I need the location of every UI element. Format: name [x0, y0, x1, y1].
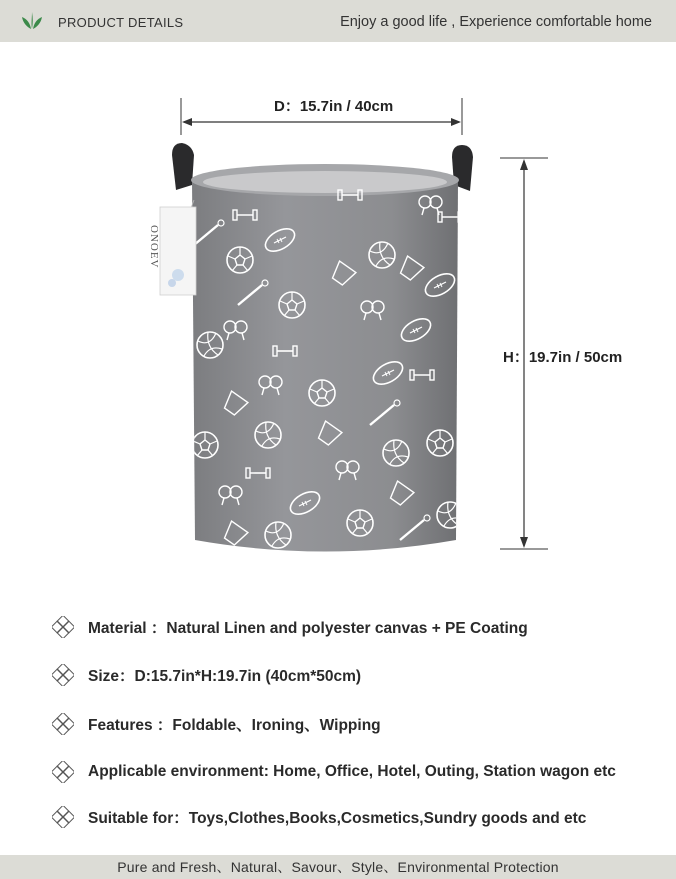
header-bar	[0, 0, 676, 42]
diamond-bullet-icon	[52, 761, 74, 783]
diamond-bullet-icon	[52, 713, 74, 735]
feature-text: Material ：Natural Linen and polyester canvas + PE Coating	[88, 619, 528, 637]
diamond-bullet-icon	[52, 616, 74, 638]
feature-text: Suitable for：Toys,Clothes,Books,Cosmetics,Sundry goods and etc	[88, 809, 587, 827]
feature-item-features	[52, 701, 662, 746]
feature-item-size	[52, 652, 662, 697]
feature-text: Applicable environment: Home, Office, Hotel, Outing, Station wagon etc	[88, 762, 616, 780]
feature-item-environment	[52, 749, 662, 794]
feature-text: Size：D:15.7in*H:19.7in (40cm*50cm)	[88, 667, 362, 685]
diamond-bullet-icon	[52, 806, 74, 828]
hang-tag-text: ONOEV	[148, 225, 160, 269]
header-slogan: Enjoy a good life , Experience comfortable home	[340, 14, 652, 30]
feature-item-suitable	[52, 794, 662, 839]
leaf-icon	[20, 9, 44, 31]
footer-bar	[0, 855, 676, 879]
feature-item-material	[52, 604, 662, 649]
feature-list	[52, 612, 662, 837]
diamond-bullet-icon	[52, 664, 74, 686]
laundry-basket-image	[150, 135, 480, 565]
height-label: H：19.7in / 50cm	[503, 349, 623, 366]
hang-tag	[160, 200, 196, 295]
diameter-label: D：15.7in / 40cm	[274, 98, 394, 115]
feature-text: Features ：Foldable、Ironing、Wipping	[88, 716, 381, 734]
footer-text: Pure and Fresh、Natural、Savour、Style、Environmental Protection	[117, 859, 559, 875]
section-title: PRODUCT DETAILS	[58, 15, 184, 30]
